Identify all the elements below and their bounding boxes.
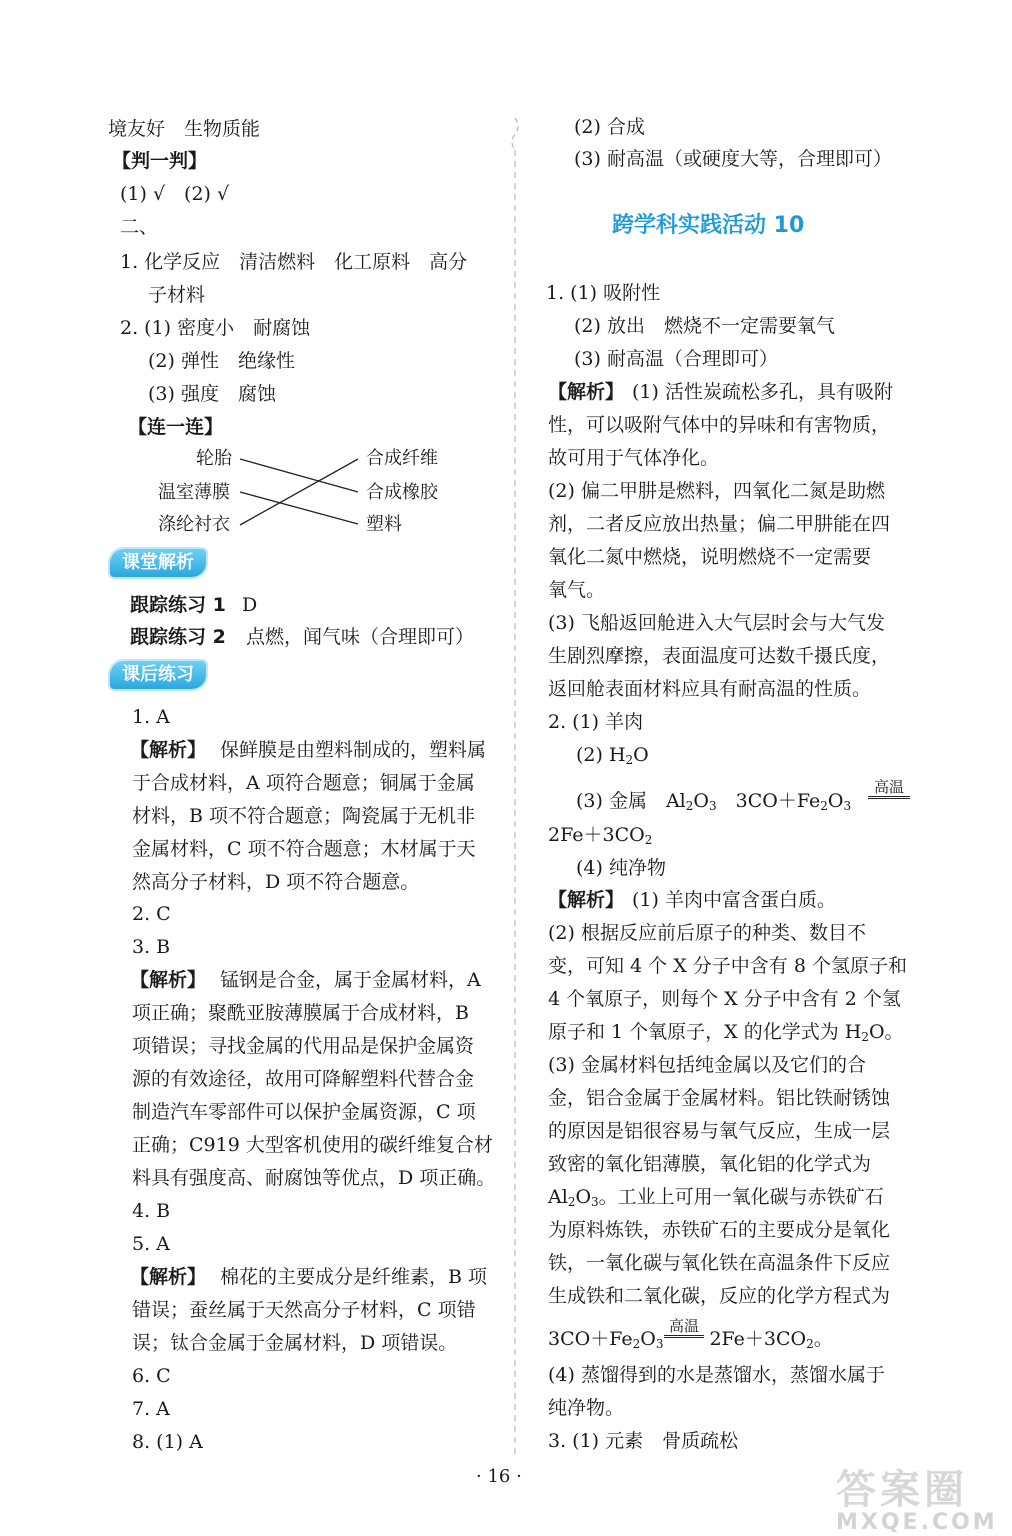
match-right-3: 塑料 xyxy=(366,514,402,535)
analysis-text: (2) 偏二甲肼是燃料，四氧化二氮是助燃 xyxy=(548,480,885,502)
answer-1-3: (3) 耐高温（合理即可） xyxy=(574,348,778,370)
track-2-label: 跟踪练习 2 xyxy=(130,626,226,648)
watermark-text: 答案圈 xyxy=(836,1467,968,1513)
answer-1-2: (2) 放出 燃烧不一定需要氧气 xyxy=(574,315,835,337)
text-line: (3) 耐高温（或硬度大等，合理即可） xyxy=(574,148,892,170)
analysis-text: 制造汽车零部件可以保护金属资源，C 项 xyxy=(132,1101,476,1123)
analysis-text: 错误；蚕丝属于天然高分子材料，C 项错 xyxy=(132,1299,476,1321)
analysis-text: 返回舱表面材料应具有耐高温的性质。 xyxy=(548,678,872,700)
match-right-1: 合成纤维 xyxy=(366,448,438,469)
match-left-1: 轮胎 xyxy=(196,448,232,469)
answer-3-1: 3. (1) 元素 骨质疏松 xyxy=(548,1430,739,1452)
track-1-answer: D xyxy=(242,594,258,616)
match-left-2: 温室薄膜 xyxy=(158,482,230,503)
analysis-text: 性，可以吸附气体中的异味和有害物质， xyxy=(548,414,891,436)
analysis-text: $Al_2O_3$。工业上可用一氧化碳与赤铁矿石 xyxy=(548,1186,884,1209)
analysis-text: 材料，B 项不符合题意；陶瓷属于无机非 xyxy=(132,805,476,827)
analysis-text: (1) 羊肉中富含蛋白质。 xyxy=(632,889,836,911)
answer-q4: 4. B xyxy=(132,1200,171,1222)
section-heading: 跨学科实践活动 10 xyxy=(612,213,805,238)
track-1-label: 跟踪练习 1 xyxy=(130,594,226,616)
analysis-label: 【解析】 xyxy=(548,381,625,403)
analysis-text: 误；钛合金属于金属材料，D 项错误。 xyxy=(132,1332,458,1354)
analysis-text: 变，可知 4 个 X 分子中含有 8 个氢原子和 xyxy=(548,955,907,977)
analysis-text: 原子和 1 个氧原子，X 的化学式为 $H_2O$。 xyxy=(548,1021,904,1044)
section-judge-title: 【判一判】 xyxy=(112,150,208,172)
answer-q7: 7. A xyxy=(132,1398,170,1420)
answer-q6: 6. C xyxy=(132,1365,171,1387)
analysis-text: 金，铝合金属于金属材料。铝比铁耐锈蚀 xyxy=(548,1087,891,1109)
analysis-label: 【解析】 xyxy=(130,969,207,991)
section-two-label: 二、 xyxy=(120,216,159,238)
analysis-text: 铁，一氧化碳与氧化铁在高温条件下反应 xyxy=(548,1252,891,1274)
analysis-text: 氧化二氮中燃烧，说明燃烧不一定需要 xyxy=(548,546,872,568)
analysis-text: 项正确；聚酰亚胺薄膜属于合成材料，B xyxy=(132,1002,469,1024)
analysis-text: 生成铁和二氧化碳，反应的化学方程式为 xyxy=(548,1285,891,1307)
analysis-text: 为原料炼铁，赤铁矿石的主要成分是氧化 xyxy=(548,1219,891,1241)
analysis-text: 金属材料，C 项不符合题意；木材属于天 xyxy=(132,838,476,860)
answer-q8: 8. (1) A xyxy=(132,1431,203,1453)
analysis-text: 料具有强度高、耐腐蚀等优点，D 项正确。 xyxy=(132,1167,496,1189)
match-left-3: 涤纶衬衣 xyxy=(158,514,230,535)
analysis-label: 【解析】 xyxy=(130,739,207,761)
analysis-label: 【解析】 xyxy=(548,889,625,911)
track-2-answer: 点燃，闻气味（合理即可） xyxy=(246,626,475,648)
analysis-text: 锰钢是合金，属于金属材料，A xyxy=(220,969,481,991)
answer-q1: 1. A xyxy=(132,706,170,728)
analysis-text: (4) 蒸馏得到的水是蒸馏水，蒸馏水属于 xyxy=(548,1364,885,1386)
analysis-text: (3) 飞船返回舱进入大气层时会与大气发 xyxy=(548,612,885,634)
match-right-2: 合成橡胶 xyxy=(366,482,438,503)
analysis-text: (1) 活性炭疏松多孔，具有吸附 xyxy=(632,381,893,403)
reaction-condition: 高温 xyxy=(868,778,910,799)
analysis-text: (3) 金属材料包括纯金属以及它们的合 xyxy=(548,1054,866,1076)
analysis-text: (2) 根据反应前后原子的种类、数目不 xyxy=(548,922,866,944)
answer-2-3-product: $2Fe+3CO_2$ xyxy=(548,824,653,847)
analysis-text: 正确；C919 大型客机使用的碳纤维复合材 xyxy=(132,1134,493,1156)
answer-2-3-equation: (3) 金属 $Al_2O_3$ $3CO+Fe_2O_3$ xyxy=(576,790,852,813)
analysis-text: 于合成材料，A 项符合题意；铜属于金属 xyxy=(132,772,475,794)
answer-1: 1. 化学反应 清洁燃料 化工原料 高分 xyxy=(120,251,468,273)
answer-2-2: (2) 弹性 绝缘性 xyxy=(148,350,295,372)
answer-q3: 3. B xyxy=(132,936,171,958)
analysis-text: 棉花的主要成分是纤维素，B 项 xyxy=(220,1266,488,1288)
page-number: · 16 · xyxy=(476,1466,522,1487)
answer-1-cont: 子材料 xyxy=(148,284,206,306)
badge-classroom-analysis: 课堂解析 xyxy=(110,549,206,577)
answer-2-1: 2. (1) 羊肉 xyxy=(548,711,644,733)
text-line: 境友好 生物质能 xyxy=(108,118,261,140)
answer-q2: 2. C xyxy=(132,903,171,925)
column-divider xyxy=(508,118,522,1458)
analysis-text: 故可用于气体净化。 xyxy=(548,447,720,469)
analysis-text: 剂，二者反应放出热量；偏二甲肼能在四 xyxy=(548,513,891,535)
analysis-text: 然高分子材料，D 项不符合题意。 xyxy=(132,871,420,893)
analysis-text: 源的有效途径，故用可降解塑料代替合金 xyxy=(132,1068,475,1090)
analysis-text: 氧气。 xyxy=(548,579,606,601)
answer-2-4: (4) 纯净物 xyxy=(576,857,666,879)
answer-1-1: 1. (1) 吸附性 xyxy=(546,282,661,304)
badge-after-class: 课后练习 xyxy=(110,661,206,689)
watermark-url: MXQE.COM xyxy=(836,1510,998,1535)
answer-2-2: (2) $H_2O$ xyxy=(576,744,649,767)
analysis-text: 项错误；寻找金属的代用品是保护金属资 xyxy=(132,1035,475,1057)
answer-2-3: (3) 强度 腐蚀 xyxy=(148,383,276,405)
analysis-text: 的原因是铝很容易与氧气反应，生成一层 xyxy=(548,1120,891,1142)
analysis-label: 【解析】 xyxy=(130,1266,207,1288)
judge-answers: (1) √ (2) √ xyxy=(120,183,230,205)
analysis-text: 保鲜膜是由塑料制成的，塑料属 xyxy=(220,739,487,761)
reaction-condition: 高温 xyxy=(664,1317,704,1338)
analysis-equation: $3CO+Fe_2O_3$ $2Fe+3CO_2$。 xyxy=(548,1328,833,1351)
watermark-logo xyxy=(836,1468,1012,1536)
section-match-title: 【连一连】 xyxy=(128,416,224,438)
text-line: (2) 合成 xyxy=(574,116,645,138)
analysis-text: 4 个氧原子，则每个 X 分子中含有 2 个氢 xyxy=(548,988,901,1010)
analysis-text: 生剧烈摩擦，表面温度可达数千摄氏度， xyxy=(548,645,891,667)
answer-q5: 5. A xyxy=(132,1233,170,1255)
analysis-text: 纯净物。 xyxy=(548,1397,625,1419)
answer-2-1: 2. (1) 密度小 耐腐蚀 xyxy=(120,317,311,339)
analysis-text: 致密的氧化铝薄膜，氧化铝的化学式为 xyxy=(548,1153,872,1175)
